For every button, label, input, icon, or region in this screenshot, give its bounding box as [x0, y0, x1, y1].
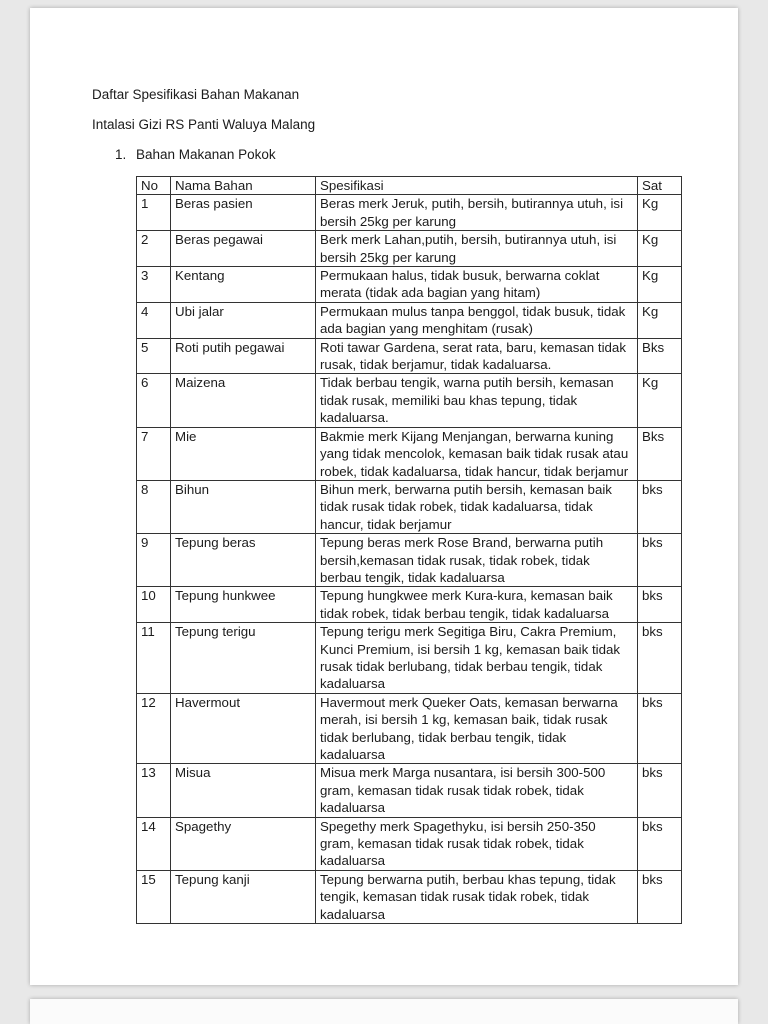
table-row: [137, 817, 682, 870]
cell-spesifikasi: Misua merk Marga nusantara, isi bersih 300-500 gram, kemasan tidak rusak tidak robek, tidak kadaluarsa: [316, 764, 638, 817]
cell-spesifikasi: Beras merk Jeruk, putih, bersih, butirannya utuh, isi bersih 25kg per karung: [316, 195, 638, 231]
column-header-no: No: [137, 177, 171, 195]
cell-spesifikasi: Permukaan mulus tanpa benggol, tidak busuk, tidak ada bagian yang menghitam (rusak): [316, 302, 638, 338]
cell-spesifikasi: Tidak berbau tengik, warna putih bersih, kemasan tidak rusak, memiliki bau khas tepung, tidak kadaluarsa.: [316, 374, 638, 427]
cell-nama-bahan: Tepung beras: [171, 534, 316, 587]
cell-nama-bahan: Beras pasien: [171, 195, 316, 231]
table-row: [137, 623, 682, 694]
column-header-spesifikasi: Spesifikasi: [316, 177, 638, 195]
cell-no: 11: [137, 623, 171, 694]
cell-sat: Kg: [638, 302, 682, 338]
cell-sat: bks: [638, 764, 682, 817]
cell-nama-bahan: Kentang: [171, 267, 316, 303]
cell-sat: bks: [638, 870, 682, 923]
cell-sat: bks: [638, 480, 682, 533]
cell-no: 13: [137, 764, 171, 817]
cell-no: 3: [137, 267, 171, 303]
cell-no: 10: [137, 587, 171, 623]
cell-sat: bks: [638, 817, 682, 870]
cell-spesifikasi: Tepung beras merk Rose Brand, berwarna putih bersih,kemasan tidak rusak, tidak robek, tidak berbau tengik, tidak kadaluarsa: [316, 534, 638, 587]
cell-no: 5: [137, 338, 171, 374]
document-page: [30, 8, 738, 985]
table-row: [137, 587, 682, 623]
cell-no: 4: [137, 302, 171, 338]
cell-spesifikasi: Tepung hungkwee merk Kura-kura, kemasan baik tidak robek, tidak berbau tengik, tidak kadaluarsa: [316, 587, 638, 623]
section-title: Bahan Makanan Pokok: [136, 147, 276, 162]
document-title: Daftar Spesifikasi Bahan Makanan: [92, 87, 300, 102]
table-row: [137, 338, 682, 374]
cell-spesifikasi: Berk merk Lahan,putih, bersih, butirannya utuh, isi bersih 25kg per karung: [316, 231, 638, 267]
cell-nama-bahan: Tepung hunkwee: [171, 587, 316, 623]
cell-spesifikasi: Spegethy merk Spagethyku, isi bersih 250-350 gram, kemasan tidak rusak tidak robek, tidak kadaluarsa: [316, 817, 638, 870]
cell-nama-bahan: Misua: [171, 764, 316, 817]
table-row: [137, 231, 682, 267]
table-row: [137, 374, 682, 427]
spec-table: [136, 176, 682, 924]
cell-nama-bahan: Spagethy: [171, 817, 316, 870]
cell-nama-bahan: Beras pegawai: [171, 231, 316, 267]
cell-sat: bks: [638, 587, 682, 623]
table-row: [137, 764, 682, 817]
table-row: [137, 480, 682, 533]
table-body: [137, 195, 682, 924]
cell-nama-bahan: Tepung terigu: [171, 623, 316, 694]
cell-no: 2: [137, 231, 171, 267]
table-row: [137, 427, 682, 480]
cell-nama-bahan: Ubi jalar: [171, 302, 316, 338]
cell-no: 8: [137, 480, 171, 533]
cell-sat: Kg: [638, 374, 682, 427]
cell-sat: bks: [638, 623, 682, 694]
cell-no: 14: [137, 817, 171, 870]
cell-sat: bks: [638, 693, 682, 764]
cell-nama-bahan: Roti putih pegawai: [171, 338, 316, 374]
cell-spesifikasi: Bihun merk, berwarna putih bersih, kemasan baik tidak rusak tidak robek, tidak kadaluarsa, tidak hancur, tidak berjamur: [316, 480, 638, 533]
table-header-row: [137, 177, 682, 195]
cell-sat: bks: [638, 534, 682, 587]
cell-no: 12: [137, 693, 171, 764]
table-row: [137, 302, 682, 338]
table-row: [137, 267, 682, 303]
cell-no: 9: [137, 534, 171, 587]
cell-no: 1: [137, 195, 171, 231]
cell-no: 6: [137, 374, 171, 427]
cell-spesifikasi: Bakmie merk Kijang Menjangan, berwarna kuning yang tidak mencolok, kemasan baik tidak rusak atau robek, tidak kadaluarsa, tidak hancur, tidak berjamur: [316, 427, 638, 480]
cell-spesifikasi: Havermout merk Queker Oats, kemasan berwarna merah, isi bersih 1 kg, kemasan baik, tidak rusak tidak berlubang, tidak berbau tengik, tidak kadaluarsa: [316, 693, 638, 764]
cell-nama-bahan: Mie: [171, 427, 316, 480]
section-number: 1.: [115, 147, 127, 162]
cell-sat: Bks: [638, 427, 682, 480]
table-row: [137, 693, 682, 764]
cell-nama-bahan: Bihun: [171, 480, 316, 533]
cell-sat: Kg: [638, 195, 682, 231]
document-subtitle: Intalasi Gizi RS Panti Waluya Malang: [92, 117, 316, 132]
next-page-edge: [30, 999, 738, 1024]
cell-sat: Bks: [638, 338, 682, 374]
table-row: [137, 195, 682, 231]
section-heading: [115, 147, 710, 163]
cell-nama-bahan: Maizena: [171, 374, 316, 427]
column-header-sat: Sat: [638, 177, 682, 195]
table-row: [137, 534, 682, 587]
cell-spesifikasi: Permukaan halus, tidak busuk, berwarna coklat merata (tidak ada bagian yang hitam): [316, 267, 638, 303]
cell-spesifikasi: Roti tawar Gardena, serat rata, baru, kemasan tidak rusak, tidak berjamur, tidak kadaluarsa.: [316, 338, 638, 374]
cell-spesifikasi: Tepung berwarna putih, berbau khas tepung, tidak tengik, kemasan tidak rusak tidak robek, tidak kadaluarsa: [316, 870, 638, 923]
cell-sat: Kg: [638, 267, 682, 303]
cell-nama-bahan: Havermout: [171, 693, 316, 764]
table-row: [137, 870, 682, 923]
cell-nama-bahan: Tepung kanji: [171, 870, 316, 923]
cell-sat: Kg: [638, 231, 682, 267]
cell-no: 7: [137, 427, 171, 480]
column-header-nama: Nama Bahan: [171, 177, 316, 195]
cell-no: 15: [137, 870, 171, 923]
cell-spesifikasi: Tepung terigu merk Segitiga Biru, Cakra Premium, Kunci Premium, isi bersih 1 kg, kemasan baik tidak rusak tidak berlubang, tidak berbau tengik, tidak kadaluarsa: [316, 623, 638, 694]
